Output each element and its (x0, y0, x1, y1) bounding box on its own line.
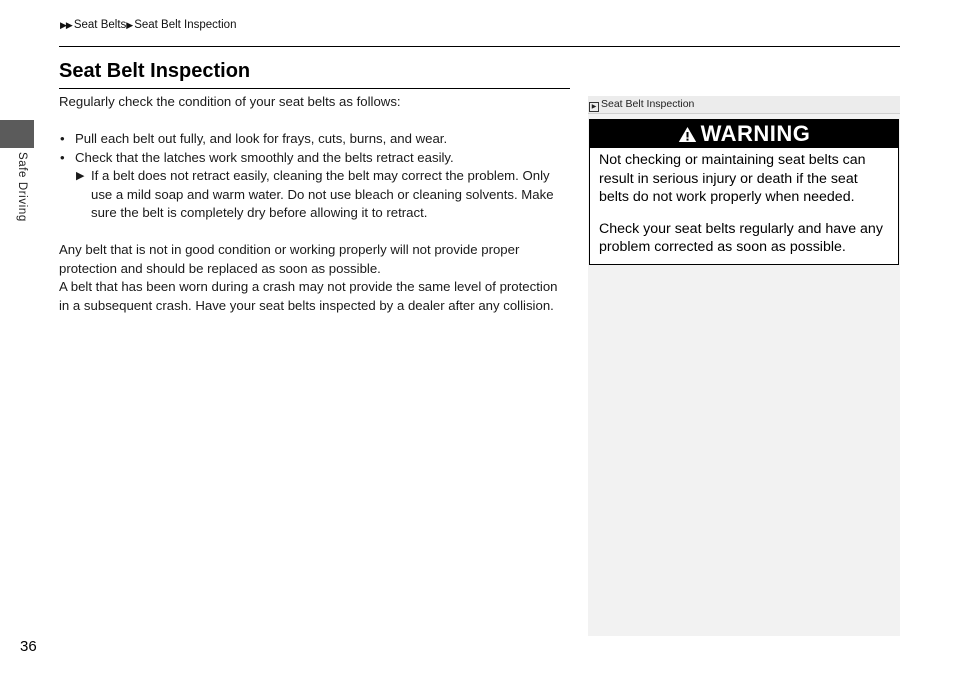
inspection-checklist (59, 130, 570, 167)
title-divider (59, 88, 570, 89)
double-arrow-icon: ▶▶ (60, 20, 72, 30)
chapter-tab-label: Safe Driving (16, 152, 28, 222)
breadcrumb (60, 19, 236, 31)
warning-text: Check your seat belts regularly and have any problem corrected as soon as possible. (599, 220, 883, 256)
warning-box (589, 119, 899, 265)
warning-label: WARNING (700, 121, 811, 146)
warning-header (590, 120, 898, 148)
header-divider (59, 46, 900, 47)
warning-body (590, 148, 898, 257)
checklist-item: • Pull each belt out fully, and look for frays, cuts, burns, and wear. (59, 130, 570, 148)
arrow-icon: ▶ (76, 170, 85, 183)
breadcrumb-item-seat-belts[interactable]: Seat Belts (73, 19, 127, 31)
side-note-reference[interactable] (588, 96, 900, 114)
paragraph: A belt that has been worn during a crash may not provide the same level of protection in a subsequent crash. Have your seat belts inspected by a dealer after any collision. (59, 279, 558, 313)
sub-note (59, 167, 570, 222)
side-note-reference-title: Seat Belt Inspection (601, 98, 695, 110)
page-number: 36 (20, 638, 37, 655)
sub-note-text: If a belt does not retract easily, cleaning the belt may correct the problem. Only use a mild soap and warm water. Do not use bleach or cleaning solvents. Make sure the belt is completely dry before allowing it to retract. (91, 168, 554, 221)
warning-text: Not checking or maintaining seat belts can result in serious injury or death if the seat belts do not work properly when needed. (599, 152, 866, 206)
chapter-tab-marker (0, 120, 34, 148)
intro-text: Regularly check the condition of your seat belts as follows: (59, 94, 401, 109)
paragraph: Any belt that is not in good condition or working properly will not provide proper protection and should be replaced as soon as possible. (59, 242, 520, 276)
section-title: Seat Belt Inspection (59, 60, 251, 82)
reference-arrow-icon: ▶ (589, 102, 599, 112)
breadcrumb-item-seat-belt-inspection[interactable]: Seat Belt Inspection (134, 19, 237, 31)
checklist-item: • Check that the latches work smoothly and the belts retract easily. (59, 149, 570, 167)
main-content (59, 93, 570, 315)
arrow-icon: ▶ (126, 20, 133, 30)
warning-triangle-icon (678, 126, 697, 143)
